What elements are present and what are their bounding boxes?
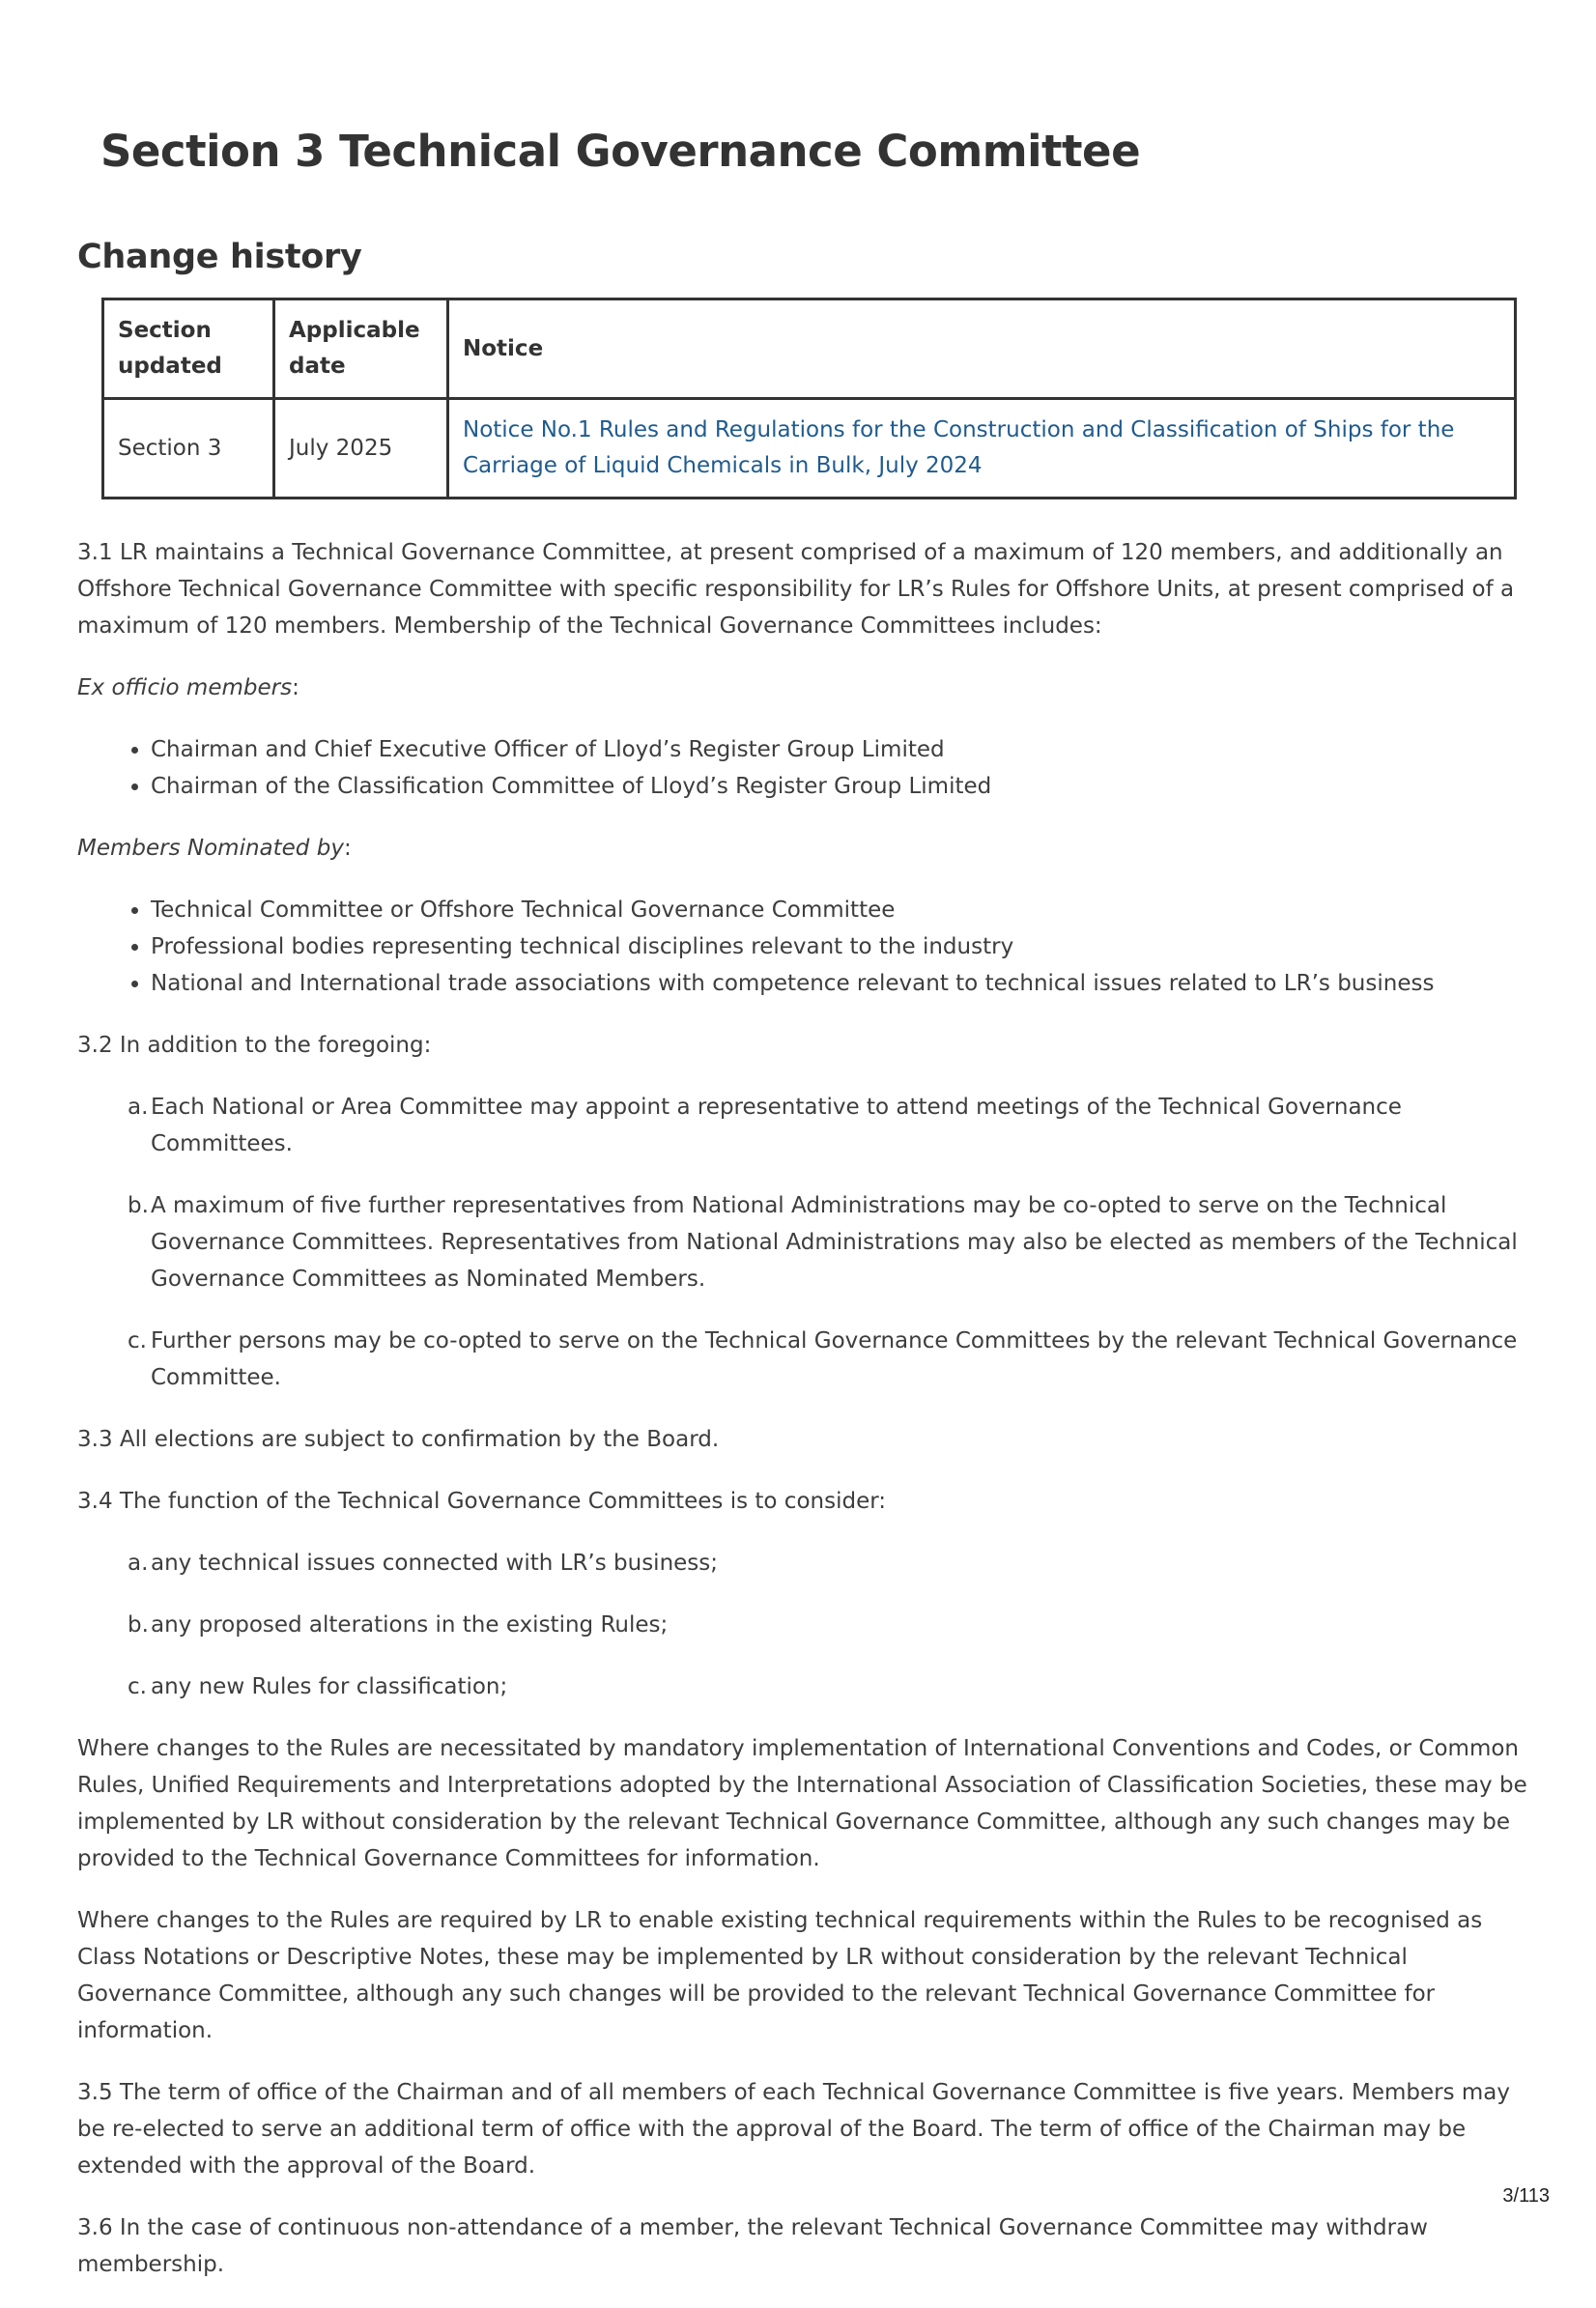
cell-notice [448, 399, 1516, 499]
list-3-2 [77, 1089, 1536, 1396]
paragraph-3-5: 3.5 The term of office of the Chairman and of all members of each Technical Governance Committee is five years. Members may be re-elected to serve an additional term of office with the approval of the Board. The term of office of the Chairman may be extended with the approval of the Board. [77, 2080, 1511, 2179]
paragraph-3-1: 3.1 LR maintains a Technical Governance Committee, at present comprised of a maximum of 120 members, and additionally an Offshore Technical Governance Committee with specific responsibility for LR’s Rules for Offshore Units, at present comprised of a maximum of 120 members. Membership of the Technical Governance Committees includes: [77, 540, 1515, 639]
nominated-heading: Members Nominated by: [77, 836, 352, 861]
header-notice: Notice [448, 299, 1516, 399]
list-marker: b. [128, 1612, 149, 1638]
paragraph-3-3: 3.3 All elections are subject to confirmation by the Board. [77, 1427, 720, 1452]
list-marker: a. [128, 1095, 149, 1120]
page-number: 3/113 [1502, 2185, 1550, 2207]
list-item: • National and International trade associations with competence relevant to technical issues related to LR’s business [151, 965, 1536, 1002]
list-item: • Technical Committee or Offshore Technical Governance Committee [151, 892, 1536, 928]
paragraph-3-2: 3.2 In addition to the foregoing: [77, 1033, 432, 1058]
header-section-updated: Section updated [103, 299, 274, 399]
page-title: Section 3 Technical Governance Committee [100, 126, 1141, 177]
change-history-heading: Change history [77, 238, 362, 276]
list-item-text: Further persons may be co-opted to serve on the Technical Governance Committees by the relevant Technical Governance Committee. [151, 1328, 1518, 1390]
paragraph-3-6: 3.6 In the case of continuous non-attendance of a member, the relevant Technical Governance Committee may withdraw membership. [77, 2215, 1428, 2277]
list-item [77, 1545, 1536, 1581]
list-item [77, 1187, 1536, 1297]
list-3-4 [77, 1545, 1536, 1705]
list-item-text: A maximum of five further representatives from National Administrations may be co-opted to serve on the Technical Governance Committees. Representatives from National Administrations may also be elected as members of the Technical Governance Committees as Nominated Members. [151, 1193, 1518, 1292]
cell-section: Section 3 [103, 399, 274, 499]
list-item: • Chairman of the Classification Committee of Lloyd’s Register Group Limited [151, 768, 1536, 805]
list-item-text: Each National or Area Committee may appoint a representative to attend meetings of the Technical Governance Committees. [151, 1095, 1402, 1156]
notice-link[interactable]: Notice No.1 Rules and Regulations for the Construction and Classification of Ships for the Carriage of Liquid Chemicals in Bulk, July 2024 [463, 417, 1455, 478]
nominated-list [77, 892, 1536, 1002]
cell-date: July 2025 [274, 399, 448, 499]
list-item [77, 1668, 1536, 1705]
body-text [77, 534, 1536, 2283]
ex-officio-label: Ex officio members [77, 675, 293, 700]
list-marker: c. [128, 1674, 147, 1699]
table-header-row [103, 299, 1516, 399]
list-item [77, 1323, 1536, 1396]
list-marker: b. [128, 1193, 149, 1218]
list-item: • Chairman and Chief Executive Officer of Lloyd’s Register Group Limited [151, 731, 1536, 768]
list-marker: c. [128, 1328, 147, 1353]
table-row [103, 399, 1516, 499]
nominated-label: Members Nominated by [77, 836, 344, 861]
paragraph-changes-conventions: Where changes to the Rules are necessitated by mandatory implementation of International Conventions and Codes, or Common Rules, Unified Requirements and Interpretations adopted by the International Association of Classification Societies, these may be implemented by LR without consideration by the relevant Technical Governance Committee, although any such changes may be provided to the Technical Governance Committees for information. [77, 1736, 1527, 1871]
paragraph-3-4: 3.4 The function of the Technical Governance Committees is to consider: [77, 1489, 887, 1514]
change-history-table [101, 298, 1517, 499]
header-applicable-date: Applicable date [274, 299, 448, 399]
ex-officio-list [77, 731, 1536, 805]
list-item: • Professional bodies representing technical disciplines relevant to the industry [151, 928, 1536, 965]
list-item [77, 1607, 1536, 1643]
document-content [77, 238, 1536, 2308]
list-item-text: any new Rules for classification; [151, 1674, 508, 1699]
list-marker: a. [128, 1551, 149, 1576]
paragraph-changes-class-notations: Where changes to the Rules are required by LR to enable existing technical requirements within the Rules to be recognised as Class Notations or Descriptive Notes, these may be implemented by LR without consideration by the relevant Technical Governance Committee, although any such changes will be provided to the relevant Technical Governance Committee for information. [77, 1908, 1483, 2043]
list-item-text: any proposed alterations in the existing Rules; [151, 1612, 669, 1638]
list-item [77, 1089, 1536, 1162]
ex-officio-heading: Ex officio members: [77, 675, 299, 700]
list-item-text: any technical issues connected with LR’s business; [151, 1551, 719, 1576]
